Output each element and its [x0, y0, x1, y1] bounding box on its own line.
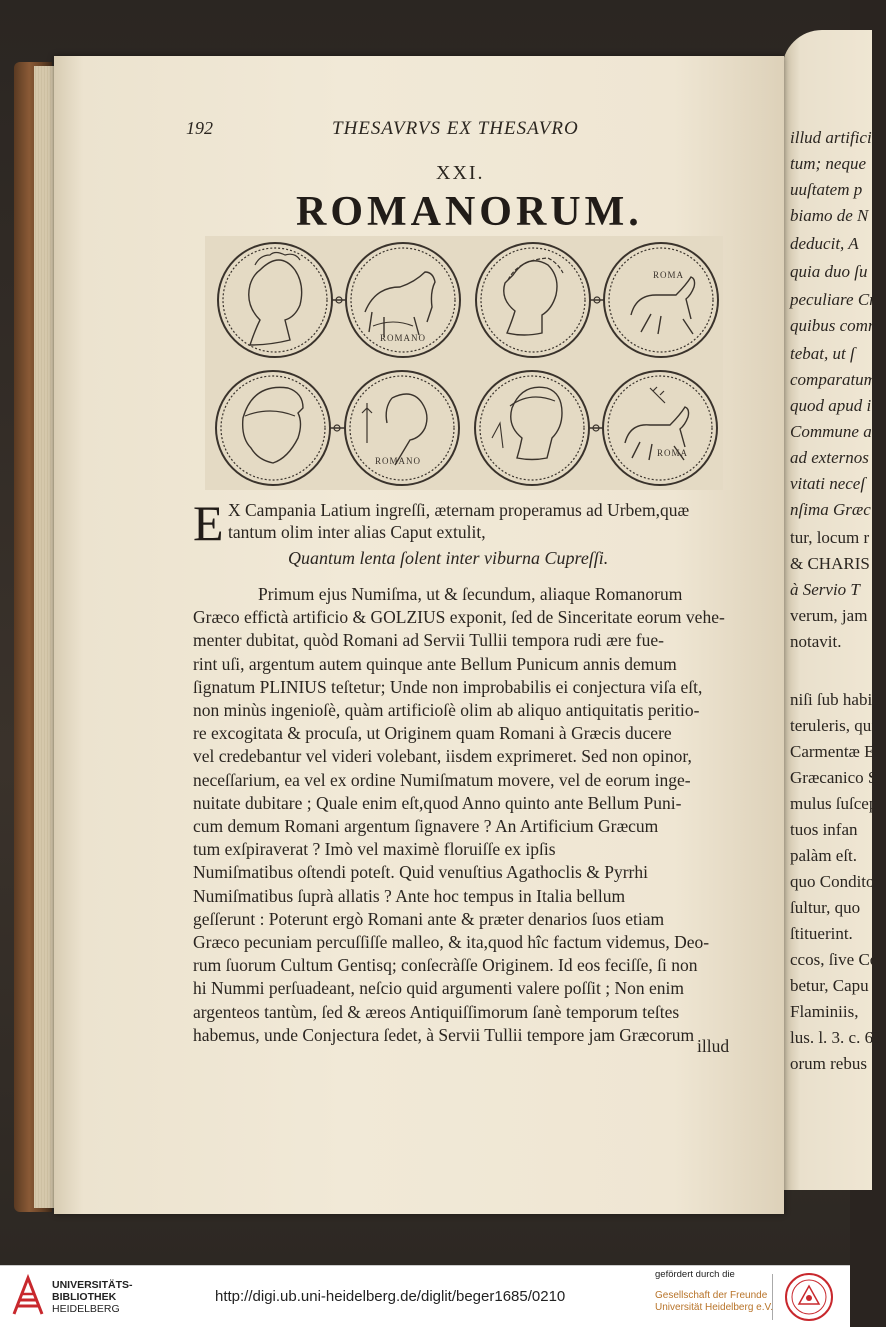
- coin-label-romano-1: ROMANO: [380, 333, 427, 343]
- coin-5: [216, 371, 330, 485]
- coin-engraving: [205, 236, 723, 490]
- facing-page-line: notavit.: [790, 632, 842, 651]
- page-edges: [34, 66, 56, 1208]
- facing-page-line: quibus comr: [790, 316, 875, 335]
- page-number: 192: [186, 118, 213, 138]
- viewer-footer: [0, 1265, 850, 1327]
- text-line: tum exſpiraverat ? Imò vel maximè floruiſſe ex ipſis: [193, 839, 556, 860]
- university-library-logo-icon: [10, 1274, 46, 1318]
- facing-page-line: Græcanico S: [790, 768, 878, 787]
- coin-label-roma-2: ROMA: [657, 448, 689, 458]
- text-line: Græco effictà artificio & GOLZIUS exponit, ſed de Sinceritate eorum vehe-: [193, 607, 725, 628]
- library-name-line-3: HEIDELBERG: [52, 1303, 120, 1315]
- coin-3: [476, 243, 590, 357]
- facing-page-line: Commune a: [790, 422, 872, 441]
- facing-page-line: peculiare Cr: [790, 290, 876, 309]
- text-line: non minùs ingenioſè, quàm artificioſè olim ab aliquo antiquitatis peritio-: [193, 700, 700, 720]
- coin-plate: [205, 236, 723, 490]
- facing-page-line: Carmentæ E: [790, 742, 875, 761]
- facing-page-line: tur, locum r: [790, 528, 870, 547]
- sponsor-label: gefördert durch die: [655, 1269, 735, 1280]
- facing-page-line: nſima Græc: [790, 500, 871, 519]
- coin-6: [345, 371, 459, 485]
- coin-4: [604, 243, 718, 357]
- facing-page-line: orum rebus: [790, 1054, 867, 1073]
- text-line: nuitate dubitare ; Quale enim eſt,quod Anno quinto ante Bellum Puni-: [193, 792, 682, 813]
- text-line: habemus, unde Conjectura ſedet, à Servii Tullii tempore jam Græcorum: [193, 1024, 695, 1045]
- facing-page-line: quod apud i: [790, 396, 872, 415]
- facing-page-line: mulus ſuſcep: [790, 794, 878, 813]
- facing-page-line: niſi ſub habi: [790, 690, 873, 709]
- facing-page-line: palàm eſt.: [790, 846, 858, 865]
- facing-page-line: illud artifici: [790, 128, 872, 147]
- text-line: argenteos tantùm, ſed & æreos Antiquiſſimorum ſanè temporum teſtes: [193, 1001, 680, 1022]
- facing-page-line: uuſtatem p: [790, 180, 863, 199]
- catchword: illud: [697, 1036, 730, 1056]
- facing-page-line: ad externos: [790, 448, 869, 467]
- facing-page-line: betur, Capu: [790, 976, 869, 995]
- text-line: geſſerunt : Poterunt ergò Romani ante & præter denarios ſuos etiam: [193, 908, 665, 929]
- text-line: re excogitata & procuſa, ut Originem quam Romani à Græcis ducere: [193, 723, 672, 744]
- text-line: rum ſuorum Cultum Gentisq; conſecràſſe Originem. Id eos feciſſe, ſi non: [193, 955, 698, 976]
- running-head: THESAVRVS EX THESAVRO: [332, 118, 579, 139]
- facing-page-line: verum, jam: [790, 606, 868, 625]
- text-line: Primum ejus Numiſma, ut & ſecundum, aliaque Romanorum: [258, 584, 683, 604]
- facing-page-line: à Servio T: [790, 580, 860, 599]
- text-line: cum demum Romani argentum ſignavere ? An Artificium Græcum: [193, 816, 659, 836]
- text-line: tantum olim inter alias Caput extulit,: [228, 522, 486, 542]
- text-line: neceſſarium, ea vel ex ordine Numiſmatum movere, vel de eorum inge-: [193, 769, 691, 790]
- facing-page-line: comparatum: [790, 370, 876, 389]
- section-title: ROMANORUM.: [296, 189, 643, 235]
- drop-cap: E: [193, 495, 224, 551]
- facing-page-line: tuos infan: [790, 820, 858, 839]
- text-line: X Campania Latium ingreſſi, æternam properamus ad Urbem,quæ: [228, 500, 690, 520]
- coin-7: [475, 371, 589, 485]
- facing-page-line: biamo de N: [790, 206, 869, 225]
- text-line: ſignatum PLINIUS teſtetur; Unde non improbabilis ei conjectura viſa eſt,: [193, 676, 703, 697]
- facing-page-line: tum; neque: [790, 154, 867, 173]
- coin-8: [603, 371, 717, 485]
- coin-label-romano-2: ROMANO: [375, 456, 422, 466]
- library-name-line-1: UNIVERSITÄTS-: [52, 1279, 133, 1291]
- sponsor-name: [655, 1290, 773, 1314]
- facing-page-line: ccos, ſive Co: [790, 950, 879, 969]
- text-line: Numiſmatibus ſuprà allatis ? Ante hoc tempus in Italia bellum: [193, 885, 626, 906]
- facing-page-line: teruleris, qui: [790, 716, 876, 735]
- facing-page: [782, 30, 886, 1190]
- coin-1: [218, 243, 332, 357]
- text-line: menter dubitat, quòd Romani ad Servii Tullii tempora rudi ære fue-: [193, 630, 664, 651]
- facing-page-line: tebat, ut ſ: [790, 344, 855, 363]
- library-name-line-2: BIBLIOTHEK: [52, 1291, 117, 1303]
- text-line: Numiſmatibus oſtendi poteſt. Quid venuſtius Agathoclis & Pyrrhi: [193, 862, 648, 883]
- sponsor-name-line-1: Gesellschaft der Freunde: [655, 1290, 768, 1301]
- facing-page-line: quia duo ſu: [790, 262, 868, 281]
- verse-quote: Quantum lenta ſolent inter viburna Cupreſſi.: [288, 548, 609, 568]
- facing-page-line: ſtituerint.: [790, 924, 853, 943]
- facing-page-line: lus. l. 3. c. 63.: [790, 1028, 886, 1047]
- text-line: hi Nummi perſuadeant, neſcio quid argumenti valere poſſit ; Non enim: [193, 978, 685, 999]
- library-name: [52, 1279, 133, 1315]
- facing-page-line: Flaminiis,: [790, 1002, 859, 1021]
- facing-page-line: & CHARIS: [790, 554, 870, 573]
- text-line: rint uſi, argentum autem quinque ante Bellum Punicum annis demum: [193, 653, 677, 674]
- page-header: [186, 118, 716, 144]
- facing-page-line: quo Condito: [790, 872, 875, 891]
- facing-page-line: vitati neceſ: [790, 474, 866, 493]
- university-seal-icon: [784, 1272, 834, 1322]
- sponsor-name-line-2: Universität Heidelberg e.V.: [655, 1302, 774, 1313]
- text-line: Græco pecuniam percuſſiſſe malleo, & ita,quod hîc factum videmus, Deo-: [193, 932, 710, 952]
- permalink-url[interactable]: http://digi.ub.uni-heidelberg.de/diglit/beger1685/0210: [215, 1288, 566, 1305]
- section-number: XXI.: [436, 162, 485, 184]
- facing-page-line: ſultur, quo: [790, 898, 861, 917]
- coin-label-roma-1: ROMA: [653, 270, 685, 280]
- facing-page-line: deducit, A: [790, 234, 859, 253]
- text-line: vel credebantur vel videri volebant, iisdem exprimeret. Sed non opinor,: [193, 746, 692, 767]
